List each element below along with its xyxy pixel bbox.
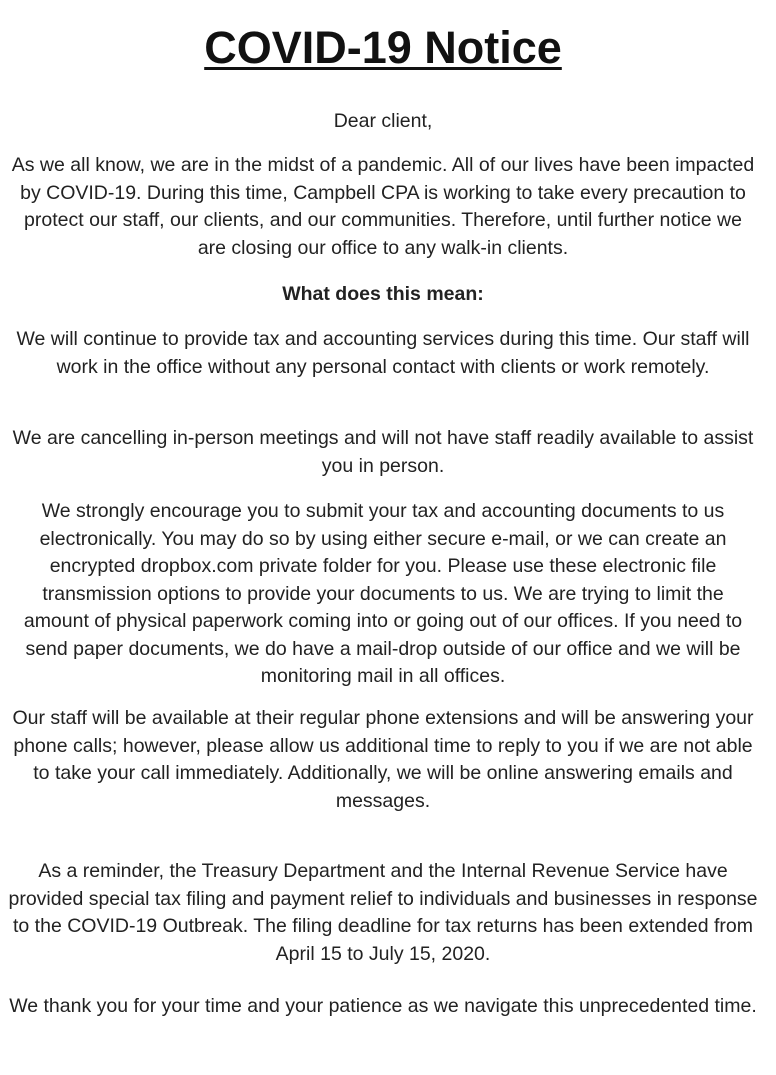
- thanks-paragraph: We thank you for your time and your patience as we navigate this unprecedented time.: [9, 995, 757, 1017]
- intro-paragraph: As we all know, we are in the midst of a pandemic. All of our lives have been impacted by COVID-19. During this time, Campbell CPA is working to take every precaution to protect our staff, our clients, and our communities. Therefore, until further notice we are closing our office to any walk-in clients.: [11, 154, 755, 259]
- greeting: Dear client,: [333, 110, 433, 132]
- phones-paragraph: Our staff will be available at their regular phone extensions and will be answering your phone calls; however, please allow us additional time to reply to you if we are not able to take your call immediately. Additionally, we will be online answering emails and messages.: [12, 707, 754, 812]
- reminder-paragraph: As a reminder, the Treasury Department and the Internal Revenue Service have provided special tax filing and payment relief to individuals and businesses in response to the COVID-19 Outbreak. The filing deadline for tax returns has been extended from April 15 to July 15, 2020.: [8, 860, 758, 965]
- page-title: COVID-19 Notice: [204, 22, 562, 73]
- section-heading: What does this mean:: [282, 283, 484, 305]
- services-paragraph: We will continue to provide tax and accounting services during this time. Our staff will work in the office without any personal contact with clients or work remotely.: [16, 328, 750, 378]
- meetings-paragraph: We are cancelling in-person meetings and will not have staff readily available to assist you in person.: [12, 427, 754, 477]
- documents-paragraph: We strongly encourage you to submit your tax and accounting documents to us electronically. You may do so by using either secure e-mail, or we can create an encrypted dropbox.com private folder for you. Please use these electronic file transmission options to provide your documents to us. We are trying to limit the amount of physical paperwork coming into or going out of our offices. If you need to send paper documents, we do have a mail-drop outside of our office and we will be monitoring mail in all offices.: [23, 500, 743, 687]
